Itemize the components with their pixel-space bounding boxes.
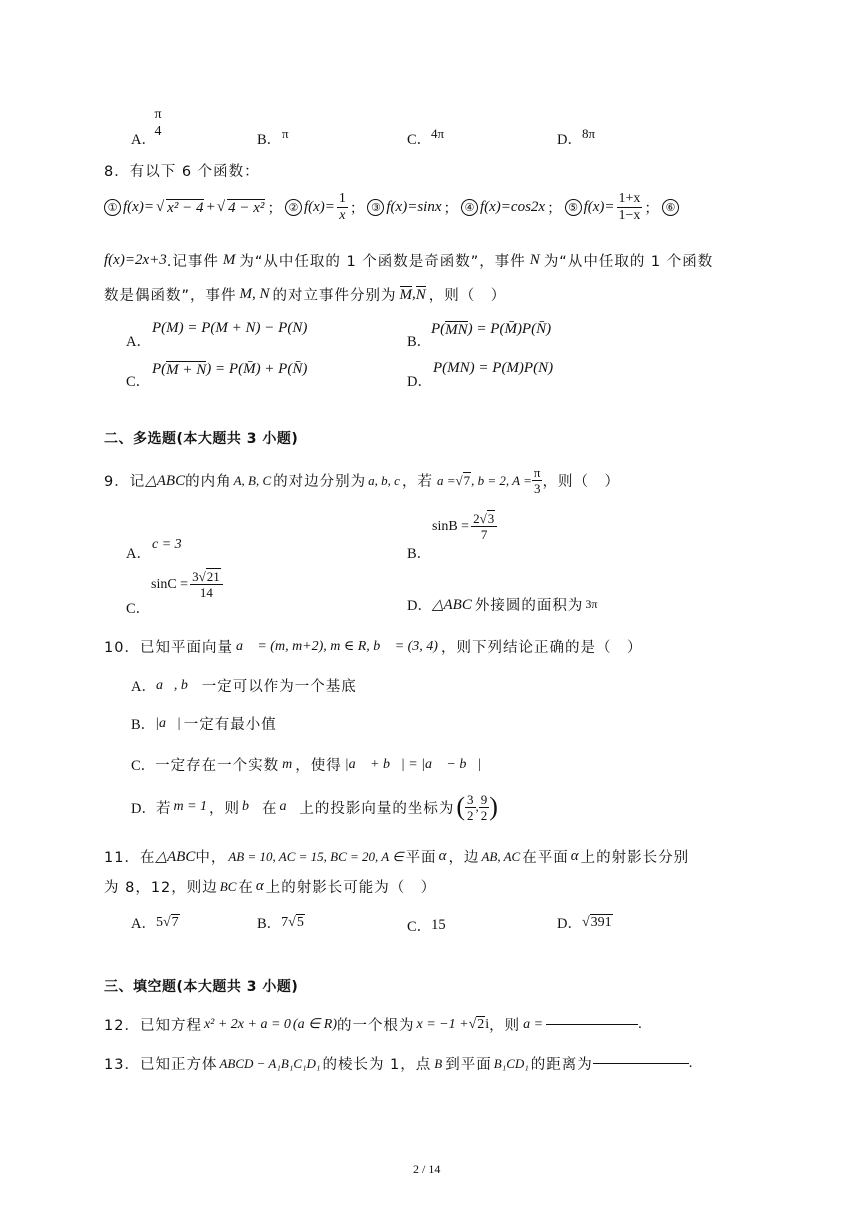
q10-option-b-label: B． — [131, 717, 156, 733]
q9-text: ，则（ ） — [542, 474, 620, 490]
events-mn: M, N — [239, 286, 270, 302]
q10-option-c — [131, 754, 481, 775]
radicand: 391 — [590, 915, 612, 930]
q10-option-b — [131, 713, 277, 734]
f2-numerator: 1 — [338, 191, 346, 206]
page-number: 2 / 14 — [413, 1162, 441, 1176]
q8-option-d-text: P(MN) = P(M)P(N) — [433, 360, 554, 376]
plane-alpha: α — [570, 848, 579, 864]
vector-b: b⃗ — [242, 799, 260, 814]
edge-bc: BC — [219, 878, 237, 894]
f1-plus: + — [206, 199, 215, 215]
q8-option-a-text: P(M) = P(M + N) − P(N) — [152, 320, 308, 336]
q11-text: 中， — [195, 850, 227, 866]
q9-option-a-label: A． — [126, 546, 151, 562]
q9-option-b-label: B． — [407, 546, 432, 562]
q11-text: 在 — [238, 880, 254, 896]
q11-text: ，边 — [448, 850, 480, 866]
q9-option-d — [407, 594, 597, 615]
q8-function-list: ① f(x)= √ x² − 4 + √ 4 − x² ； ② f(x)= $\frac{1}{x}$ ； ③ f(x)=sinx ； ④ f(x)=cos2x ； ⑤ f(x)= $\frac{1+x}{1-x}$ ； ⑥ — [104, 192, 679, 223]
q9-sides: a, b, c — [368, 472, 400, 488]
fraction-denominator: 2 — [467, 807, 474, 823]
q9-angles: A, B, C — [233, 472, 272, 488]
q8-line-3 — [104, 284, 506, 305]
q8-option-b-text — [431, 321, 551, 339]
q13-plane: B₁CD₁ — [493, 1055, 529, 1071]
period: . — [638, 1016, 642, 1032]
event-m: M — [222, 252, 236, 268]
q9-cond: a = — [436, 472, 456, 488]
plane-alpha: α — [438, 848, 447, 864]
q10-text: ，则下列结论正确的是（ ） — [440, 640, 643, 656]
q8-option-d-label: D． — [407, 374, 432, 390]
q8-text: .记事件 — [166, 254, 219, 270]
q9-option-d-text: 外接圆的面积为 — [474, 598, 584, 614]
q11-cond: AB = 10, AC = 15, BC = 20, A ∈ — [228, 848, 404, 864]
q10-option-b-text: 一定有最小值 — [183, 717, 277, 733]
q9-option-c-part: sinC = — [151, 576, 189, 592]
q10-vectors: a⃗ = (m, m+2), m ∈ R, b⃗ = (3, 4) — [235, 639, 438, 654]
q7-option-a-label: A． — [131, 132, 156, 148]
q13-text: 的距离为 — [530, 1057, 593, 1073]
q10-option-c-label: C． — [131, 758, 156, 774]
q7-option-b-label: B． — [257, 132, 282, 148]
q11-option-b: B． 7 √ 5 — [257, 912, 305, 933]
f5-lhs: f(x)= — [583, 199, 615, 215]
q8-option-c-label: C． — [126, 374, 151, 390]
q12-a-equals: a = — [523, 1016, 544, 1032]
q9-text: ，若 — [401, 474, 433, 490]
q10-option-d: D． 若 m = 1 ，则 b⃗ 在 a⃗ 上的投影向量的坐标为 ( $\frac{3}{2}$ , $\frac{9}{2}$ ) — [131, 791, 498, 823]
q9-option-b-text: sinB = $\frac{2√3}{7}$ — [432, 512, 497, 541]
q12-text: 12．已知方程 — [104, 1018, 202, 1034]
coef: 2 — [473, 511, 480, 526]
q12-text: ，则 — [489, 1018, 521, 1034]
answer-blank[interactable] — [593, 1063, 689, 1064]
q7-option-c-label: C． — [407, 132, 432, 148]
q9-option-c-text: sinC = $\frac{3√21}{14}$ — [151, 570, 223, 599]
q10-option-c-text: 一定存在一个实数 — [155, 758, 280, 774]
f1-radicand-2: 4 − x² — [228, 199, 265, 216]
q13-text: 的棱长为 1，点 — [322, 1057, 432, 1073]
period: . — [688, 1055, 693, 1071]
event-n-complement: N — [415, 286, 426, 303]
triangle-abc: △ABC — [431, 597, 472, 613]
q10-option-a-label: A． — [131, 679, 156, 695]
q11-option-b-label: B． — [257, 916, 282, 932]
q10-option-a-math: a⃗, b⃗ — [155, 677, 199, 693]
q10-option-a — [131, 675, 357, 696]
fraction-denominator: 3 — [533, 481, 541, 496]
q7-option-b-value: π — [282, 126, 289, 141]
q7-option-c-value: 4π — [431, 126, 445, 141]
q10-option-d-text: ，则 — [209, 800, 241, 817]
f4: f(x)=cos2x — [479, 199, 546, 215]
radicand: 21 — [206, 569, 220, 584]
q9-text: 9．记 — [104, 474, 146, 490]
fraction-numerator: π — [154, 107, 162, 122]
q8-text: 的对立事件分别为 — [272, 288, 397, 304]
coef: 3 — [192, 569, 199, 584]
q8-option-b-label: B． — [407, 334, 432, 350]
circled-number-5: ⑤ — [565, 199, 582, 216]
q10-option-d-text: 若 — [155, 800, 172, 817]
q10-option-a-text: 一定可以作为一个基底 — [201, 679, 357, 695]
f5-denominator: 1−x — [618, 208, 641, 223]
q9-option-d-label: D． — [407, 598, 432, 614]
f2-lhs: f(x)= — [303, 199, 335, 215]
coef: 7 — [281, 914, 289, 930]
plane-alpha: α — [255, 878, 264, 894]
q9-cond: , b = 2, A = — [471, 472, 532, 488]
q10-stem — [104, 636, 642, 657]
fraction-numerator: 3 — [467, 791, 474, 807]
comma: , — [412, 286, 416, 302]
f1-lhs: f(x)= — [123, 199, 154, 215]
f3: f(x)=sinx — [386, 199, 442, 215]
f2-denominator: x — [339, 208, 346, 223]
q7-option-d-value: 8π — [582, 126, 596, 141]
q8-text: 为“从中任取的 1 个函数是奇函数”，事件 — [239, 254, 526, 270]
circled-number-4: ④ — [461, 199, 478, 216]
q12-equation: x² + 2x + a = 0 — [203, 1016, 291, 1032]
q11-text: 上的射影长可能为（ ） — [265, 880, 437, 896]
q8-stem: 8．有以下 6 个函数： — [104, 164, 260, 180]
f5-numerator: 1+x — [618, 191, 641, 206]
separator: ； — [644, 201, 660, 217]
q11-edges: AB, AC — [481, 848, 521, 864]
coef: 5 — [155, 914, 163, 930]
separator: ； — [267, 201, 283, 217]
q8-option-c-part: P( — [152, 361, 167, 377]
fraction-numerator: 9 — [480, 791, 488, 807]
q12-text: 的一个根为 — [337, 1018, 415, 1034]
q10-option-c-m: m — [282, 756, 293, 772]
q8-text: 数是偶函数”，事件 — [104, 288, 237, 304]
q12-domain: (a ∈ R) — [292, 1017, 337, 1032]
imaginary-unit: i — [485, 1016, 490, 1032]
q12-stem: 12．已知方程 x² + 2x + a = 0 (a ∈ R) 的一个根为 x = −1 + √ 2 i ，则 a = . — [104, 1016, 642, 1034]
f1-radicand-1: x² − 4 — [167, 199, 204, 216]
q8-option-b-part: P( — [431, 321, 446, 337]
q8-option-c-text — [152, 361, 307, 379]
separator: ； — [443, 201, 459, 217]
separator: ； — [349, 201, 366, 217]
q11-option-a-label: A． — [131, 916, 156, 932]
point-b: B — [434, 1055, 443, 1071]
answer-blank[interactable] — [546, 1024, 638, 1025]
q11-text: 为 8，12，则边 — [104, 880, 218, 896]
section-2-heading: 二、多选题(本大题共 3 小题) — [104, 431, 299, 447]
circled-number-2: ② — [285, 199, 302, 216]
q9-option-c-label: C． — [126, 601, 151, 617]
q10-option-c-text: ，使得 — [295, 758, 342, 774]
q13-cube: ABCD − A₁B₁C₁D₁ — [219, 1055, 321, 1071]
circled-number-3: ③ — [367, 199, 384, 216]
comma: , — [475, 799, 479, 814]
q11-option-c — [407, 915, 446, 936]
q11-option-c-text: 15 — [431, 917, 446, 933]
q10-text: 10．已知平面向量 — [104, 640, 233, 656]
q11-option-c-label: C． — [407, 919, 432, 935]
q9-text: 的对边分别为 — [273, 474, 367, 490]
q9-option-a-text: c = 3 — [152, 537, 182, 552]
q8-option-c-part: ) = P(M̄) + P(N̄) — [206, 361, 308, 377]
q7-option-d-label: D． — [557, 132, 582, 148]
q10-option-c-math: |a⃗ + b⃗| = |a⃗ − b⃗| — [344, 756, 482, 772]
q10-option-b-math: |a⃗| — [155, 715, 181, 731]
q9-option-d-value: 3π — [585, 597, 598, 611]
q9-text: 的内角 — [185, 474, 232, 490]
fraction-numerator: π — [533, 465, 541, 480]
q11-text: 11．在 — [104, 850, 156, 866]
q9-option-b-part: sinB = — [432, 518, 470, 534]
triangle-abc: △ABC — [145, 473, 186, 489]
q11-text: 在平面 — [522, 850, 569, 866]
q13-text: 到平面 — [445, 1057, 492, 1073]
radicand: 3 — [487, 511, 495, 526]
circled-number-1: ① — [104, 199, 121, 216]
radicand: 5 — [296, 915, 304, 930]
q12-root: x = −1 + — [416, 1016, 469, 1032]
fraction-denominator: 14 — [199, 585, 213, 600]
separator: ； — [547, 201, 563, 217]
q10-option-d-text: 在 — [261, 800, 278, 817]
q9-stem: 9．记 △ABC 的内角 A, B, C 的对边分别为 a, b, c ，若 a = √ 7 , b = 2, A = $\frac{\pi}{3}$ ，则（ ） — [104, 465, 620, 496]
radicand: 2 — [477, 1017, 485, 1032]
q10-option-d-m: m = 1 — [173, 799, 208, 814]
q11-text: 平面 — [405, 850, 437, 866]
radicand: 7 — [171, 915, 179, 930]
fraction-denominator: 7 — [480, 527, 488, 542]
q8-option-b-overline: MN — [445, 322, 468, 338]
q8-option-c-overline: M + N — [166, 362, 207, 378]
q9-cond-sqrt: 7 — [463, 473, 471, 488]
q11-stem-line-2 — [104, 876, 436, 897]
q8-option-b-part: ) = P(M̄)P(N̄) — [467, 321, 552, 337]
q8-text: ，则（ ） — [428, 288, 507, 304]
fraction-denominator: 2 — [480, 807, 488, 823]
q11-text: 上的射影长分别 — [580, 850, 690, 866]
section-3-heading: 三、填空题(本大题共 3 小题) — [104, 979, 299, 995]
q11-option-d-label: D． — [557, 916, 582, 932]
q8-option-a-label: A． — [126, 334, 151, 350]
q11-option-a: A． 5 √ 7 — [131, 912, 180, 933]
q10-option-d-label: D． — [131, 800, 156, 817]
event-n: N — [529, 252, 540, 268]
f6: f(x)=2x+3 — [104, 252, 167, 268]
q7-option-a-fraction — [151, 108, 165, 139]
q13-text: 13．已知正方体 — [104, 1057, 218, 1073]
q11-stem-line-1 — [104, 846, 689, 867]
circled-number-6: ⑥ — [662, 199, 679, 216]
triangle-abc: △ABC — [155, 849, 196, 865]
q8-line-2 — [104, 250, 713, 271]
q13-stem — [104, 1053, 692, 1074]
q10-option-d-text: 上的投影向量的坐标为 — [299, 800, 455, 817]
q8-text: 为“从中任取的 1 个函数 — [543, 254, 714, 270]
q11-option-d: D． √ 391 — [557, 912, 613, 933]
vector-a: a⃗ — [279, 799, 298, 814]
fraction-denominator: 4 — [154, 124, 162, 139]
event-m-complement: M — [399, 286, 413, 303]
